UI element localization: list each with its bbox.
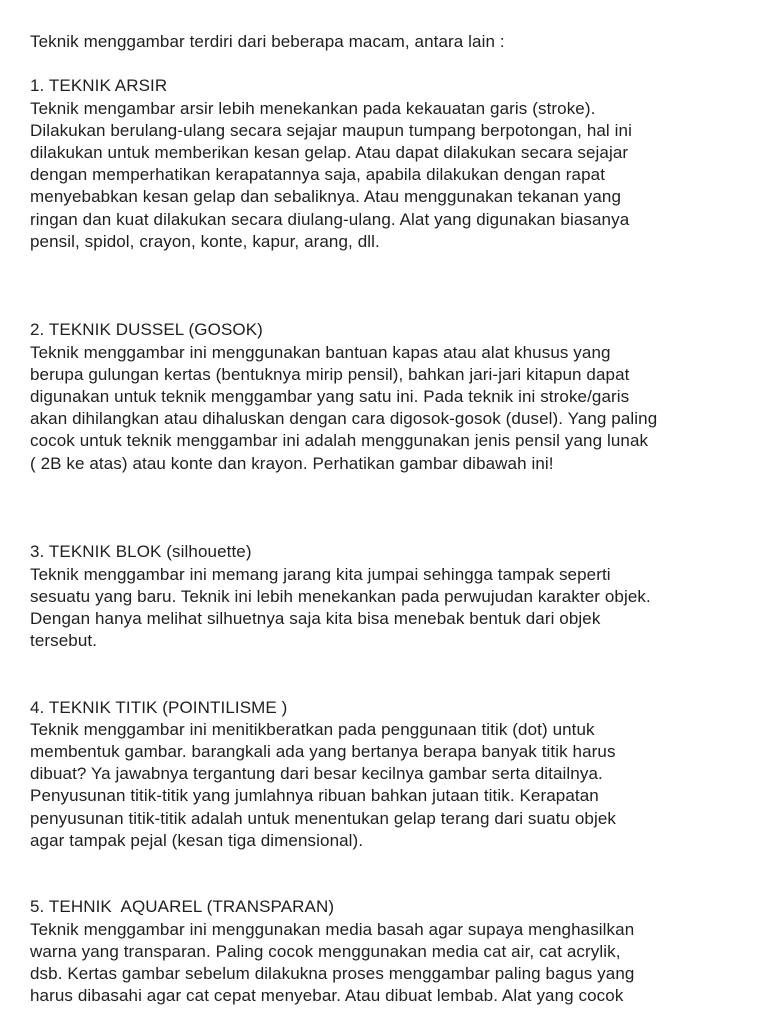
section-teknik-aquarel [30, 896, 750, 1007]
paragraph-line: dilakukan untuk memberikan kesan gelap. Atau dapat dilakukan secara sejajar [30, 142, 629, 162]
paragraph-line: Dilakukan berulang-ulang secara sejajar maupun tumpang berpotongan, hal ini [30, 120, 632, 140]
paragraph-line: cocok untuk teknik menggambar ini adalah menggunakan jenis pensil yang lunak [30, 431, 649, 451]
paragraph-line: sesuatu yang baru. Teknik ini lebih menekankan pada perwujudan karakter objek. [30, 586, 651, 606]
document-body [30, 31, 750, 1007]
paragraph-line: ringan dan kuat dilakukan secara diulang-ulang. Alat yang digunakan biasanya [30, 209, 630, 229]
section-heading: 4. TEKNIK TITIK (POINTILISME ) [30, 697, 288, 717]
paragraph-line: tersebut. [30, 631, 98, 651]
paragraph-line: Teknik menggambar ini menitikberatkan pada penggunaan titik (dot) untuk [30, 719, 595, 739]
section-heading: 2. TEKNIK DUSSEL (GOSOK) [30, 320, 263, 340]
section-heading: 1. TEKNIK ARSIR [30, 76, 168, 96]
paragraph-line: ( 2B ke atas) atau konte dan krayon. Perhatikan gambar dibawah ini! [30, 453, 554, 473]
paragraph-line: Dengan hanya melihat silhuetnya saja kita bisa menebak bentuk dari objek [30, 608, 601, 628]
paragraph-line: Teknik menggambar ini menggunakan media basah agar supaya menghasilkan [30, 919, 635, 939]
paragraph-line: penyusunan titik-titik adalah untuk menentukan gelap terang dari suatu objek [30, 808, 616, 828]
paragraph-line: Teknik menggambar ini memang jarang kita jumpai sehingga tampak seperti [30, 564, 611, 584]
paragraph-line: Teknik mengambar arsir lebih menekankan pada kekauatan garis (stroke). [30, 98, 596, 118]
paragraph-line: membentuk gambar. barangkali ada yang bertanya berapa banyak titik harus [30, 742, 616, 762]
paragraph-line: dibuat? Ya jawabnya tergantung dari besar kecilnya gambar serta ditailnya. [30, 764, 603, 784]
paragraph-line: dengan memperhatikan kerapatannya saja, apabila dilakukan dengan rapat [30, 165, 606, 185]
section-teknik-blok [30, 541, 750, 652]
paragraph-line: digunakan untuk teknik menggambar yang satu ini. Pada teknik ini stroke/garis [30, 387, 630, 407]
paragraph-line: menyebabkan kesan gelap dan sebaliknya. Atau menggunakan tekanan yang [30, 187, 622, 207]
intro-text: Teknik menggambar terdiri dari beberapa macam, antara lain : [30, 32, 505, 51]
paragraph-line: harus dibasahi agar cat cepat menyebar. Atau dibuat lembab. Alat yang cocok [30, 986, 624, 1006]
paragraph-line: Teknik menggambar ini menggunakan bantuan kapas atau alat khusus yang [30, 342, 611, 362]
paragraph-line: pensil, spidol, crayon, konte, kapur, arang, dll. [30, 231, 380, 251]
paragraph-line: berupa gulungan kertas (bentuknya mirip pensil), bahkan jari-jari kitapun dapat [30, 364, 630, 384]
paragraph-line: Penyusunan titik-titik yang jumlahnya ribuan bahkan jutaan titik. Kerapatan [30, 786, 599, 806]
paragraph-line: agar tampak pejal (kesan tiga dimensional). [30, 830, 364, 850]
section-teknik-arsir [30, 75, 750, 253]
section-heading: 5. TEHNIK AQUAREL (TRANSPARAN) [30, 897, 335, 917]
paragraph-line: akan dihilangkan atau dihaluskan dengan cara digosok-gosok (dusel). Yang paling [30, 409, 658, 429]
section-teknik-dussel [30, 319, 750, 474]
paragraph-line: warna yang transparan. Paling cocok menggunakan media cat air, cat acrylik, [30, 941, 621, 961]
section-teknik-titik [30, 697, 750, 852]
paragraph-line: dsb. Kertas gambar sebelum dilakukna proses menggambar paling bagus yang [30, 963, 635, 983]
section-heading: 3. TEKNIK BLOK (silhouette) [30, 542, 252, 562]
